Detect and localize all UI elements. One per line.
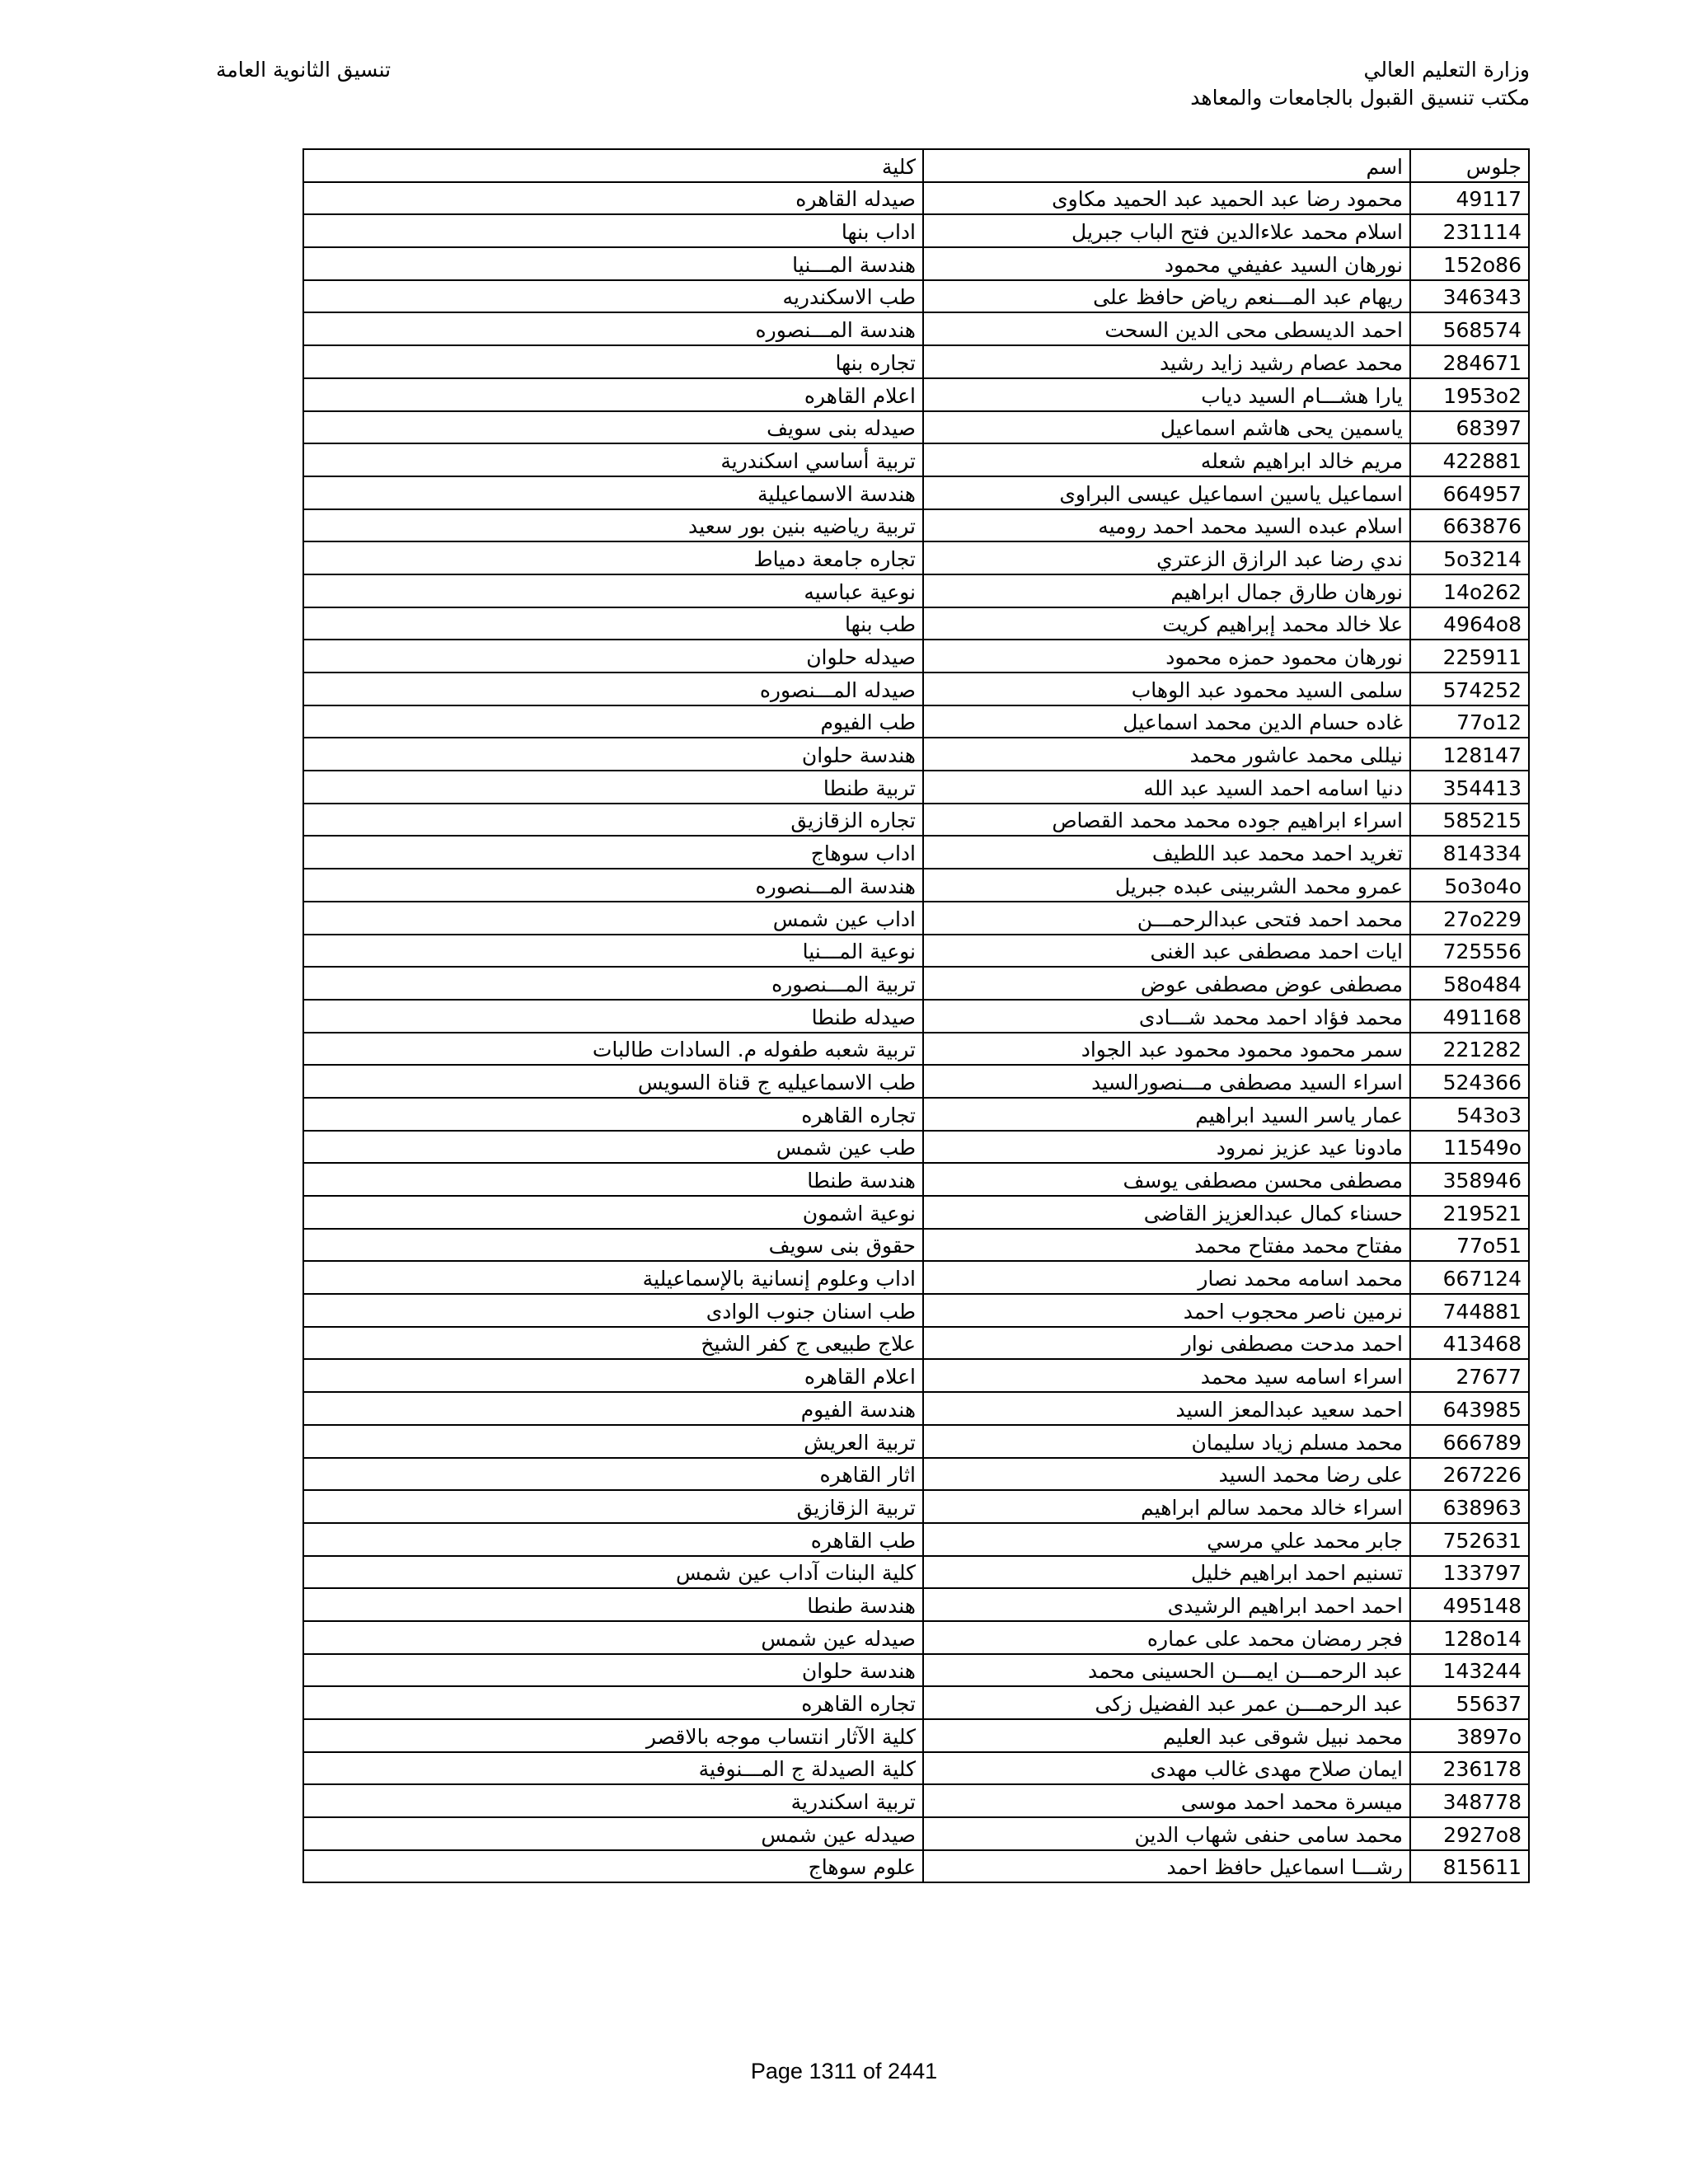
table-row — [303, 1359, 1529, 1392]
seat-number-cell: 543o3 — [1410, 1098, 1529, 1131]
faculty-cell: تربية المـــنصوره — [303, 967, 923, 1000]
table-row — [303, 182, 1529, 215]
seat-number-cell: 354413 — [1410, 771, 1529, 804]
seat-number-cell: 128147 — [1410, 738, 1529, 771]
ministry-header — [1190, 56, 1530, 112]
table-row — [303, 411, 1529, 444]
faculty-cell: تربية رياضيه بنين بور سعيد — [303, 509, 923, 542]
faculty-cell: اداب بنها — [303, 214, 923, 247]
faculty-cell: هندسة طنطا — [303, 1163, 923, 1196]
seat-number-cell: 152o86 — [1410, 247, 1529, 280]
seat-number-cell: 5o3214 — [1410, 541, 1529, 574]
faculty-cell: صيدله حلوان — [303, 640, 923, 673]
seat-number-cell: 284671 — [1410, 345, 1529, 378]
faculty-cell: صيدله بنى سويف — [303, 411, 923, 444]
seat-number-cell: 236178 — [1410, 1752, 1529, 1785]
student-name-cell: احمد مدحت مصطفى نوار — [923, 1327, 1410, 1360]
faculty-cell: علوم سوهاج — [303, 1850, 923, 1883]
faculty-cell: تجاره جامعة دمياط — [303, 541, 923, 574]
faculty-cell: طب القاهره — [303, 1523, 923, 1556]
seat-number-cell: 585215 — [1410, 804, 1529, 837]
faculty-cell: هندسة المـــنصوره — [303, 312, 923, 345]
student-name-cell: محمد احمد فتحى عبدالرحمـــن — [923, 902, 1410, 935]
faculty-cell: هندسة الفيوم — [303, 1392, 923, 1425]
table-row — [303, 607, 1529, 640]
office-name: مكتب تنسيق القبول بالجامعات والمعاهد — [1190, 86, 1530, 110]
student-name-cell: محمد فؤاد احمد محمد شـــادى — [923, 1000, 1410, 1033]
student-name-cell: احمد احمد ابراهيم الرشيدى — [923, 1588, 1410, 1621]
faculty-cell: طب عين شمس — [303, 1131, 923, 1164]
table-row — [303, 1458, 1529, 1491]
student-name-cell: علا خالد محمد إبراهيم كريت — [923, 607, 1410, 640]
seat-number-cell: 143244 — [1410, 1654, 1529, 1687]
student-name-cell: عبد الرحمـــن عمر عبد الفضيل زكى — [923, 1686, 1410, 1719]
student-name-cell: احمد سعيد عبدالمعز السيد — [923, 1392, 1410, 1425]
table-row — [303, 836, 1529, 869]
seat-number-cell: 524366 — [1410, 1065, 1529, 1098]
faculty-cell: طب الاسماعيليه ج قناة السويس — [303, 1065, 923, 1098]
table-row — [303, 214, 1529, 247]
seat-number-cell: 422881 — [1410, 443, 1529, 476]
table-row — [303, 1817, 1529, 1850]
seat-number-cell: 68397 — [1410, 411, 1529, 444]
seat-number-cell: 128o14 — [1410, 1621, 1529, 1654]
table-row — [303, 1392, 1529, 1425]
seat-number-cell: 664957 — [1410, 476, 1529, 509]
faculty-cell: تربية طنطا — [303, 771, 923, 804]
faculty-cell: تربية شعبه طفوله م. السادات طالبات — [303, 1033, 923, 1066]
student-name-cell: ايات احمد مصطفى عبد الغنى — [923, 935, 1410, 968]
seat-number-cell: 752631 — [1410, 1523, 1529, 1556]
document-title: تنسيق الثانوية العامة — [216, 58, 392, 82]
seat-number-cell: 413468 — [1410, 1327, 1529, 1360]
table-row — [303, 1033, 1529, 1066]
faculty-cell: طب اسنان جنوب الوادى — [303, 1294, 923, 1327]
table-row — [303, 1294, 1529, 1327]
seat-number-cell: 14o262 — [1410, 574, 1529, 607]
column-header-seat: جلوس — [1410, 149, 1529, 182]
student-name-cell: تغريد احمد محمد عبد اللطيف — [923, 836, 1410, 869]
table-row — [303, 1098, 1529, 1131]
seat-number-cell: 744881 — [1410, 1294, 1529, 1327]
student-name-cell: ندي رضا عبد الرازق الزعتري — [923, 541, 1410, 574]
faculty-cell: تجاره بنها — [303, 345, 923, 378]
seat-number-cell: 643985 — [1410, 1392, 1529, 1425]
student-name-cell: تسنيم احمد ابراهيم خليل — [923, 1556, 1410, 1589]
faculty-cell: هندسة طنطا — [303, 1588, 923, 1621]
faculty-cell: نوعية عباسيه — [303, 574, 923, 607]
faculty-cell: تجاره القاهره — [303, 1098, 923, 1131]
student-name-cell: ايمان صلاح مهدى غالب مهدى — [923, 1752, 1410, 1785]
seat-number-cell: 663876 — [1410, 509, 1529, 542]
seat-number-cell: 666789 — [1410, 1425, 1529, 1458]
faculty-cell: كلية الآثار انتساب موجه بالاقصر — [303, 1719, 923, 1752]
student-name-cell: مصطفى محسن مصطفى يوسف — [923, 1163, 1410, 1196]
table-row — [303, 1131, 1529, 1164]
student-name-cell: اسلام عبده السيد محمد احمد روميه — [923, 509, 1410, 542]
student-name-cell: نورهان طارق جمال ابراهيم — [923, 574, 1410, 607]
table-row — [303, 1588, 1529, 1621]
seat-number-cell: 11549o — [1410, 1131, 1529, 1164]
table-row — [303, 1686, 1529, 1719]
table-row — [303, 1556, 1529, 1589]
faculty-cell: اعلام القاهره — [303, 378, 923, 411]
faculty-cell: صيدله عين شمس — [303, 1817, 923, 1850]
faculty-cell: طب الاسكندريه — [303, 280, 923, 313]
table-row — [303, 935, 1529, 968]
table-row — [303, 574, 1529, 607]
student-name-cell: دنيا اسامه احمد السيد عبد الله — [923, 771, 1410, 804]
table-row — [303, 1327, 1529, 1360]
seat-number-cell: 225911 — [1410, 640, 1529, 673]
student-name-cell: فجر رمضان محمد على عماره — [923, 1621, 1410, 1654]
faculty-cell: اعلام القاهره — [303, 1359, 923, 1392]
faculty-cell: هندسة حلوان — [303, 738, 923, 771]
seat-number-cell: 358946 — [1410, 1163, 1529, 1196]
table-row — [303, 967, 1529, 1000]
student-name-cell: محمد سامى حنفى شهاب الدين — [923, 1817, 1410, 1850]
student-name-cell: محمد عصام رشيد زايد رشيد — [923, 345, 1410, 378]
seat-number-cell: 4964o8 — [1410, 607, 1529, 640]
table-row — [303, 1261, 1529, 1294]
table-row — [303, 1523, 1529, 1556]
student-name-cell: ريهام عبد المـــنعم رياض حافظ على — [923, 280, 1410, 313]
student-name-cell: مصطفى عوض مصطفى عوض — [923, 967, 1410, 1000]
faculty-cell: حقوق بنى سويف — [303, 1229, 923, 1262]
faculty-cell: تربية اسكندرية — [303, 1784, 923, 1817]
table-row — [303, 1621, 1529, 1654]
table-row — [303, 1425, 1529, 1458]
faculty-cell: اثار القاهره — [303, 1458, 923, 1491]
table-row — [303, 1850, 1529, 1883]
faculty-cell: تجاره الزقازيق — [303, 804, 923, 837]
faculty-cell: هندسة المـــنصوره — [303, 869, 923, 902]
ministry-name: وزارة التعليم العالي — [1363, 58, 1530, 82]
faculty-cell: اداب عين شمس — [303, 902, 923, 935]
student-name-cell: مريم خالد ابراهيم شعله — [923, 443, 1410, 476]
student-name-cell: اسلام محمد علاءالدين فتح الباب جبريل — [923, 214, 1410, 247]
column-header-faculty: كلية — [303, 149, 923, 182]
seat-number-cell: 495148 — [1410, 1588, 1529, 1621]
faculty-cell: نوعية المـــنيا — [303, 935, 923, 968]
seat-number-cell: 27o229 — [1410, 902, 1529, 935]
seat-number-cell: 491168 — [1410, 1000, 1529, 1033]
table-row — [303, 1490, 1529, 1523]
seat-number-cell: 814334 — [1410, 836, 1529, 869]
table-row — [303, 345, 1529, 378]
faculty-cell: اداب وعلوم إنسانية بالإسماعيلية — [303, 1261, 923, 1294]
table-row — [303, 247, 1529, 280]
student-name-cell: نورهان السيد عفيفي محمود — [923, 247, 1410, 280]
table-body — [303, 182, 1529, 1883]
seat-number-cell: 267226 — [1410, 1458, 1529, 1491]
faculty-cell: تربية أساسي اسكندرية — [303, 443, 923, 476]
student-name-cell: جابر محمد علي مرسي — [923, 1523, 1410, 1556]
student-name-cell: محمود رضا عبد الحميد عبد الحميد مكاوى — [923, 182, 1410, 215]
faculty-cell: صيدله المـــنصوره — [303, 673, 923, 705]
table-row — [303, 771, 1529, 804]
seat-number-cell: 815611 — [1410, 1850, 1529, 1883]
faculty-cell: صيدله عين شمس — [303, 1621, 923, 1654]
seat-number-cell: 49117 — [1410, 182, 1529, 215]
student-name-cell: عبد الرحمـــن ايمـــن الحسينى محمد — [923, 1654, 1410, 1687]
table-row — [303, 902, 1529, 935]
seat-number-cell: 77o51 — [1410, 1229, 1529, 1262]
table-row — [303, 1196, 1529, 1229]
table-row — [303, 673, 1529, 705]
table-row — [303, 1065, 1529, 1098]
faculty-cell: نوعية اشمون — [303, 1196, 923, 1229]
seat-number-cell: 638963 — [1410, 1490, 1529, 1523]
faculty-cell: صيدله طنطا — [303, 1000, 923, 1033]
table-row — [303, 705, 1529, 738]
table-row — [303, 378, 1529, 411]
table-row — [303, 541, 1529, 574]
table-row — [303, 640, 1529, 673]
student-name-cell: غاده حسام الدين محمد اسماعيل — [923, 705, 1410, 738]
faculty-cell: هندسة حلوان — [303, 1654, 923, 1687]
student-name-cell: يارا هشـــام السيد دياب — [923, 378, 1410, 411]
results-table — [302, 148, 1530, 1883]
student-name-cell: نيللى محمد عاشور محمد — [923, 738, 1410, 771]
seat-number-cell: 2927o8 — [1410, 1817, 1529, 1850]
student-name-cell: على رضا محمد السيد — [923, 1458, 1410, 1491]
table-row — [303, 1000, 1529, 1033]
faculty-cell: تجاره القاهره — [303, 1686, 923, 1719]
faculty-cell: تربية الزقازيق — [303, 1490, 923, 1523]
faculty-cell: هندسة المـــنيا — [303, 247, 923, 280]
table-row — [303, 1752, 1529, 1785]
table-row — [303, 476, 1529, 509]
seat-number-cell: 574252 — [1410, 673, 1529, 705]
faculty-cell: هندسة الاسماعيلية — [303, 476, 923, 509]
seat-number-cell: 55637 — [1410, 1686, 1529, 1719]
student-name-cell: اسراء السيد مصطفى مـــنصورالسيد — [923, 1065, 1410, 1098]
faculty-cell: طب الفيوم — [303, 705, 923, 738]
seat-number-cell: 221282 — [1410, 1033, 1529, 1066]
table-row — [303, 1719, 1529, 1752]
seat-number-cell: 5o3o4o — [1410, 869, 1529, 902]
seat-number-cell: 27677 — [1410, 1359, 1529, 1392]
table-row — [303, 804, 1529, 837]
seat-number-cell: 568574 — [1410, 312, 1529, 345]
table-row — [303, 509, 1529, 542]
seat-number-cell: 725556 — [1410, 935, 1529, 968]
student-name-cell: مفتاح محمد مفتاح محمد — [923, 1229, 1410, 1262]
faculty-cell: طب بنها — [303, 607, 923, 640]
seat-number-cell: 3897o — [1410, 1719, 1529, 1752]
page-number: Page 1311 of 2441 — [750, 2059, 938, 2083]
student-name-cell: اسراء خالد محمد سالم ابراهيم — [923, 1490, 1410, 1523]
column-header-name: اسم — [923, 149, 1410, 182]
seat-number-cell: 348778 — [1410, 1784, 1529, 1817]
student-name-cell: محمد نبيل شوقى عبد العليم — [923, 1719, 1410, 1752]
faculty-cell: كلية البنات آداب عين شمس — [303, 1556, 923, 1589]
student-name-cell: احمد الديسطى محى الدين السحت — [923, 312, 1410, 345]
seat-number-cell: 667124 — [1410, 1261, 1529, 1294]
faculty-cell: اداب سوهاج — [303, 836, 923, 869]
table-row — [303, 1784, 1529, 1817]
student-name-cell: اسماعيل ياسين اسماعيل عيسى البراوى — [923, 476, 1410, 509]
table-row — [303, 869, 1529, 902]
seat-number-cell: 231114 — [1410, 214, 1529, 247]
student-name-cell: اسراء ابراهيم جوده محمد محمد القصاص — [923, 804, 1410, 837]
table-row — [303, 738, 1529, 771]
seat-number-cell: 58o484 — [1410, 967, 1529, 1000]
student-name-cell: سمر محمود محمود محمود عبد الجواد — [923, 1033, 1410, 1066]
student-name-cell: محمد مسلم زياد سليمان — [923, 1425, 1410, 1458]
faculty-cell: علاج طبيعى ج كفر الشيخ — [303, 1327, 923, 1360]
student-name-cell: نورهان محمود حمزه محمود — [923, 640, 1410, 673]
table-row — [303, 1654, 1529, 1687]
table-row — [303, 312, 1529, 345]
faculty-cell: كلية الصيدلة ج المـــنوفية — [303, 1752, 923, 1785]
seat-number-cell: 1953o2 — [1410, 378, 1529, 411]
student-name-cell: عمار ياسر السيد ابراهيم — [923, 1098, 1410, 1131]
faculty-cell: صيدله القاهره — [303, 182, 923, 215]
table-row — [303, 1163, 1529, 1196]
student-name-cell: اسراء اسامه سيد محمد — [923, 1359, 1410, 1392]
table-header-row — [303, 149, 1529, 182]
seat-number-cell: 133797 — [1410, 1556, 1529, 1589]
student-name-cell: رشـــا اسماعيل حافظ احمد — [923, 1850, 1410, 1883]
student-name-cell: مادونا عيد عزيز نمرود — [923, 1131, 1410, 1164]
student-name-cell: محمد اسامه محمد نصار — [923, 1261, 1410, 1294]
table-row — [303, 443, 1529, 476]
faculty-cell: تربية العريش — [303, 1425, 923, 1458]
seat-number-cell: 77o12 — [1410, 705, 1529, 738]
student-name-cell: نرمين ناصر محجوب احمد — [923, 1294, 1410, 1327]
student-name-cell: سلمى السيد محمود عبد الوهاب — [923, 673, 1410, 705]
table-row — [303, 1229, 1529, 1262]
student-name-cell: حسناء كمال عبدالعزيز القاضى — [923, 1196, 1410, 1229]
student-name-cell: ميسرة محمد احمد موسى — [923, 1784, 1410, 1817]
seat-number-cell: 219521 — [1410, 1196, 1529, 1229]
student-name-cell: ياسمين يحى هاشم اسماعيل — [923, 411, 1410, 444]
table-row — [303, 280, 1529, 313]
seat-number-cell: 346343 — [1410, 280, 1529, 313]
student-name-cell: عمرو محمد الشربينى عبده جبريل — [923, 869, 1410, 902]
